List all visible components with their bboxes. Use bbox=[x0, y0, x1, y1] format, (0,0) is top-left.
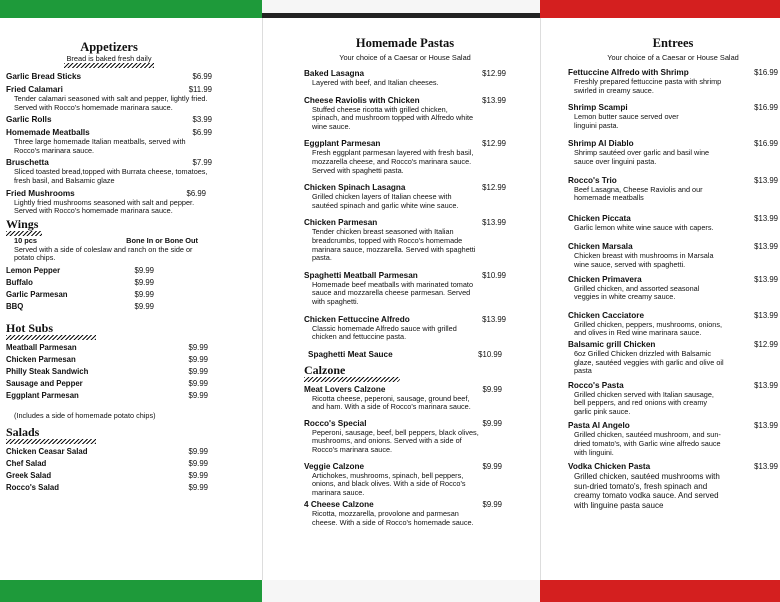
item-price: $9.99 bbox=[188, 342, 208, 352]
item-name: BBQ bbox=[6, 301, 24, 311]
menu-item bbox=[568, 139, 778, 166]
item-name: Chicken Fettuccine Alfredo bbox=[304, 314, 410, 324]
menu-item bbox=[568, 381, 778, 417]
menu-item bbox=[6, 471, 208, 481]
item-price: $9.99 bbox=[482, 384, 502, 394]
item-name: Garlic Parmesan bbox=[6, 289, 68, 299]
flag-banner-bottom bbox=[0, 580, 780, 602]
menu-item bbox=[6, 459, 208, 469]
item-name: Buffalo bbox=[6, 277, 33, 287]
item-name: Garlic Rolls bbox=[6, 115, 52, 125]
menu-item bbox=[6, 483, 208, 493]
item-price: $9.99 bbox=[188, 378, 208, 388]
menu-item bbox=[304, 139, 506, 175]
item-desc: Ricotta, mozzarella, provolone and parmesan cheese. With a side of Rocco's homemade sauce. bbox=[312, 509, 474, 528]
item-price: $9.99 bbox=[188, 482, 208, 492]
item-desc: Beef Lasagna, Cheese Raviolis and our homemade meatballs bbox=[574, 184, 703, 203]
item-desc: Grilled chicken layers of Italian cheese with sautéed spinach and garlic white wine sauce. bbox=[312, 192, 459, 210]
item-price: $9.99 bbox=[482, 461, 502, 471]
item-desc: Sliced toasted bread,topped with Burrata cheese, tomatoes, fresh basil, and Balsamic glaze bbox=[14, 167, 208, 185]
entrees-subtitle: Your choice of a Caesar or House Salad bbox=[607, 53, 739, 62]
item-price: $9.99 bbox=[482, 500, 502, 510]
item-price: $13.99 bbox=[754, 310, 778, 320]
item-price: $6.99 bbox=[186, 188, 206, 198]
appetizers-subtitle: Bread is baked fresh daily bbox=[66, 54, 152, 63]
menu-item bbox=[6, 391, 208, 401]
menu-item bbox=[6, 290, 154, 300]
item-price: $13.99 bbox=[754, 175, 778, 185]
item-name: Garlic Bread Sticks bbox=[6, 72, 82, 81]
item-price: $13.99 bbox=[482, 314, 506, 324]
item-price: $12.99 bbox=[482, 69, 506, 78]
wings-bone: Bone In or Bone Out bbox=[126, 235, 198, 245]
item-desc: Freshly prepared fettuccine pasta with shrimp swirled in creamy sauce. bbox=[574, 77, 722, 95]
menu-item bbox=[568, 311, 778, 338]
item-name: Rocco's Pasta bbox=[568, 380, 624, 390]
item-name: Fettuccine Alfredo with Shrimp bbox=[568, 68, 689, 77]
menu-item bbox=[568, 462, 778, 510]
item-name: Chicken Parmesan bbox=[304, 218, 378, 228]
item-desc: Grilled chicken served with Italian sausage, bell peppers, and red onions with creamy garlic pink sauce. bbox=[574, 389, 714, 416]
column-middle bbox=[304, 22, 506, 528]
item-name: Chicken Cacciatore bbox=[568, 310, 644, 320]
item-price: $6.99 bbox=[192, 128, 212, 138]
item-name: Chicken Piccata bbox=[568, 213, 631, 223]
item-price: $12.99 bbox=[754, 339, 778, 349]
item-desc: Shrimp sautéed over garlic and basil wine sauce over linguini pasta. bbox=[574, 148, 710, 166]
menu-item bbox=[6, 72, 212, 82]
item-desc: 6oz Grilled Chicken drizzled with Balsamic glaze, sautéed veggies with garlic and olive oil pasta bbox=[574, 348, 724, 376]
item-desc: Grilled chicken, sautéed mushrooms with sun-dried tomato's, fresh spinach and creamy tomato vodka sauce. And served with linguine pasta sauce bbox=[574, 472, 720, 511]
menu-item bbox=[568, 103, 778, 130]
item-price: $16.99 bbox=[754, 139, 778, 149]
menu-item bbox=[6, 447, 208, 457]
pastas-header bbox=[304, 36, 506, 62]
item-desc: Garlic lemon white wine sauce with capers. bbox=[574, 222, 714, 232]
hot-subs-note: (Includes a side of homemade potato chips) bbox=[14, 410, 156, 420]
column-right bbox=[568, 22, 778, 511]
item-name: Philly Steak Sandwich bbox=[6, 366, 89, 376]
item-desc: Layered with beef, and Italian cheeses. bbox=[312, 78, 439, 87]
menu-item bbox=[6, 158, 212, 185]
item-price: $13.99 bbox=[754, 213, 778, 223]
item-name: Rocco's Salad bbox=[6, 482, 59, 492]
hot-subs-title: Hot Subs bbox=[6, 320, 54, 335]
menu-item bbox=[6, 115, 212, 125]
item-price: $16.99 bbox=[754, 68, 778, 77]
column-left bbox=[6, 22, 212, 493]
item-desc: Tender calamari seasoned with salt and pepper, lightly fried. Served with Rocco's homemade marinara sauce. bbox=[14, 94, 208, 112]
item-desc: Stuffed cheese ricotta with grilled chicken, spinach, and mushroom topped with Alfredo white wine sauce. bbox=[312, 104, 474, 131]
item-desc: Three large homemade Italian meatballs, served with Rocco's marinara sauce. bbox=[14, 137, 186, 155]
item-price: $12.99 bbox=[482, 139, 506, 149]
menu-item bbox=[304, 183, 506, 210]
flag-banner-top bbox=[0, 0, 780, 18]
item-name: Lemon Pepper bbox=[6, 265, 61, 275]
salads-list bbox=[6, 447, 212, 493]
appetizers-title: Appetizers bbox=[80, 40, 138, 54]
item-desc: Tender chicken breast seasoned with Italian breadcrumbs, topped with Rocco's homemade marinara sauce, mozzarella. Served with spaghetti pasta. bbox=[312, 227, 476, 263]
pastas-list bbox=[304, 69, 506, 360]
item-name: Chef Salad bbox=[6, 458, 47, 468]
item-price: $13.99 bbox=[754, 274, 778, 284]
item-name: Chicken Ceasar Salad bbox=[6, 446, 88, 456]
menu-item bbox=[304, 69, 506, 88]
item-desc: Homemade beef meatballs with marinated tomato sauce and mozzarella cheese parmesan. Served with spaghetti. bbox=[312, 279, 474, 306]
item-price: $13.99 bbox=[754, 242, 778, 252]
item-name: Baked Lasagna bbox=[304, 69, 365, 78]
item-name: Veggie Calzone bbox=[304, 461, 365, 471]
entrees-header bbox=[568, 36, 778, 62]
calzone-section bbox=[304, 364, 506, 528]
pastas-title: Homemade Pastas bbox=[355, 36, 455, 50]
item-price: $13.99 bbox=[754, 421, 778, 431]
menu-item bbox=[304, 96, 506, 132]
item-name: Chicken Marsala bbox=[568, 242, 633, 252]
item-price: $10.99 bbox=[482, 270, 506, 280]
item-name: Greek Salad bbox=[6, 470, 52, 480]
item-desc: Fresh eggplant parmesan layered with fresh basil, mozzarella cheese, and Rocco's marinara sauce. Served with spaghetti pasta. bbox=[312, 148, 474, 175]
salads-title: Salads bbox=[6, 424, 40, 439]
menu-item bbox=[6, 278, 154, 288]
item-price: $9.99 bbox=[482, 418, 502, 428]
menu-item bbox=[568, 421, 778, 457]
item-name: Eggplant Parmesan bbox=[304, 139, 381, 149]
squiggle-divider bbox=[6, 335, 96, 340]
hot-subs-section bbox=[6, 322, 212, 421]
menu-item bbox=[6, 128, 212, 155]
item-name: Chicken Primavera bbox=[568, 274, 642, 284]
item-desc: Chicken breast with mushrooms in Marsala wine sauce, served with spaghetti. bbox=[574, 251, 714, 269]
item-name: Rocco's Special bbox=[304, 418, 367, 428]
fold-line bbox=[262, 18, 263, 580]
entrees-title: Entrees bbox=[652, 36, 694, 50]
item-name: Shrimp Al Diablo bbox=[568, 139, 634, 149]
item-price: $9.99 bbox=[188, 470, 208, 480]
appetizers-list bbox=[6, 72, 212, 216]
item-desc: Grilled chicken, and assorted seasonal veggies in white creamy sauce. bbox=[574, 283, 700, 302]
item-price: $9.99 bbox=[188, 446, 208, 456]
item-name: Fried Calamari bbox=[6, 85, 63, 94]
item-price: $9.99 bbox=[188, 458, 208, 468]
item-price: $10.99 bbox=[478, 349, 502, 359]
item-price: $13.99 bbox=[482, 218, 506, 228]
item-name: Homemade Meatballs bbox=[6, 128, 90, 138]
item-price: $9.99 bbox=[188, 366, 208, 376]
item-desc: Ricotta cheese, peperoni, sausage, ground beef, and ham. With a side of Rocco's marinara sauce. bbox=[312, 393, 471, 412]
item-price: $3.99 bbox=[192, 115, 212, 125]
menu-item bbox=[6, 367, 208, 377]
entrees-list bbox=[568, 68, 778, 511]
menu-item bbox=[568, 340, 778, 376]
item-desc: Artichokes, mushrooms, spinach, bell peppers, onions, and black olives. With a side of Rocco's marinara sauce. bbox=[312, 470, 466, 497]
menu-item bbox=[304, 315, 506, 342]
item-name: Vodka Chicken Pasta bbox=[568, 462, 651, 472]
menu-item bbox=[304, 218, 506, 262]
item-name: Spaghetti Meat Sauce bbox=[308, 349, 393, 359]
item-name: Shrimp Scampi bbox=[568, 103, 628, 113]
item-desc: Peperoni, sausage, beef, bell peppers, black olives, mushrooms, and onions. Served with a side of Rocco's marinara sauce. bbox=[312, 427, 479, 455]
item-desc: Grilled chicken, sautéed mushroom, and sun-dried tomato's, with Garlic wine alfredo sauce with linguini. bbox=[574, 430, 721, 457]
item-name: Eggplant Parmesan bbox=[6, 390, 79, 400]
item-price: $13.99 bbox=[754, 380, 778, 390]
item-price: $9.99 bbox=[134, 265, 154, 275]
wings-pcs: 10 pcs bbox=[14, 235, 38, 245]
menu-item bbox=[6, 85, 212, 112]
item-price: $9.99 bbox=[134, 289, 154, 299]
menu-item bbox=[6, 302, 154, 312]
squiggle-divider bbox=[304, 377, 400, 382]
menu-item bbox=[304, 419, 502, 455]
item-name: Spaghetti Meatball Parmesan bbox=[304, 270, 418, 280]
item-name: Bruschetta bbox=[6, 158, 49, 168]
item-price: $7.99 bbox=[192, 158, 212, 168]
hot-subs-list bbox=[6, 343, 212, 401]
wings-list bbox=[6, 266, 212, 312]
item-price: $13.99 bbox=[754, 462, 778, 472]
wings-section bbox=[6, 218, 212, 312]
menu-item bbox=[304, 350, 506, 360]
menu-item bbox=[568, 214, 778, 233]
wings-title: Wings bbox=[6, 216, 39, 231]
menu-item bbox=[304, 462, 502, 498]
menu-item bbox=[568, 68, 778, 95]
item-desc: Lightly fried mushrooms seasoned with salt and pepper. Served with Rocco's homemade marinara sauce. bbox=[14, 197, 195, 216]
item-price: $9.99 bbox=[134, 301, 154, 311]
item-price: $12.99 bbox=[482, 183, 506, 193]
item-price: $11.99 bbox=[188, 85, 212, 94]
menu-item bbox=[6, 343, 208, 353]
menu-item bbox=[568, 176, 778, 203]
item-name: Chicken Spinach Lasagna bbox=[304, 183, 406, 193]
item-name: Cheese Raviolis with Chicken bbox=[304, 95, 420, 105]
item-price: $16.99 bbox=[754, 103, 778, 113]
item-name: Meat Lovers Calzone bbox=[304, 384, 386, 394]
squiggle-divider bbox=[6, 439, 96, 444]
menu-item bbox=[6, 266, 154, 276]
item-desc: Lemon butter sauce served over linguini pasta. bbox=[574, 112, 679, 130]
item-name: Chicken Parmesan bbox=[6, 354, 76, 364]
item-name: Rocco's Trio bbox=[568, 175, 617, 185]
menu-item bbox=[6, 189, 212, 216]
item-name: Meatball Parmesan bbox=[6, 342, 77, 352]
menu-item bbox=[6, 355, 208, 365]
menu-item bbox=[568, 275, 778, 302]
item-name: Fried Mushrooms bbox=[6, 188, 75, 198]
item-name: 4 Cheese Calzone bbox=[304, 500, 374, 510]
item-price: $9.99 bbox=[188, 390, 208, 400]
salads-section bbox=[6, 426, 212, 493]
squiggle-divider bbox=[64, 63, 154, 68]
calzone-title: Calzone bbox=[304, 362, 346, 377]
calzone-list bbox=[304, 385, 506, 528]
item-price: $9.99 bbox=[188, 354, 208, 364]
fold-line bbox=[540, 18, 541, 580]
item-price: $6.99 bbox=[192, 72, 212, 81]
menu-item bbox=[304, 500, 502, 527]
menu-item bbox=[304, 271, 506, 307]
menu-item bbox=[304, 385, 502, 412]
item-price: $9.99 bbox=[134, 277, 154, 287]
pastas-subtitle: Your choice of a Caesar or House Salad bbox=[339, 53, 471, 62]
item-name: Pasta Al Angelo bbox=[568, 421, 630, 431]
item-desc: Grilled chicken, peppers, mushrooms, onions, and olives in Red wine marinara sauce. bbox=[574, 319, 723, 338]
menu-item bbox=[6, 379, 208, 389]
item-name: Balsamic grill Chicken bbox=[568, 339, 656, 349]
appetizers-header bbox=[6, 40, 212, 68]
menu-item bbox=[568, 242, 778, 269]
item-desc: Classic homemade Alfredo sauce with grilled chicken and fettuccine pasta. bbox=[312, 323, 457, 342]
item-price: $13.99 bbox=[482, 95, 506, 105]
item-name: Sausage and Pepper bbox=[6, 378, 83, 388]
wings-desc: Served with a side of coleslaw and ranch on the side or potato chips. bbox=[14, 244, 193, 263]
